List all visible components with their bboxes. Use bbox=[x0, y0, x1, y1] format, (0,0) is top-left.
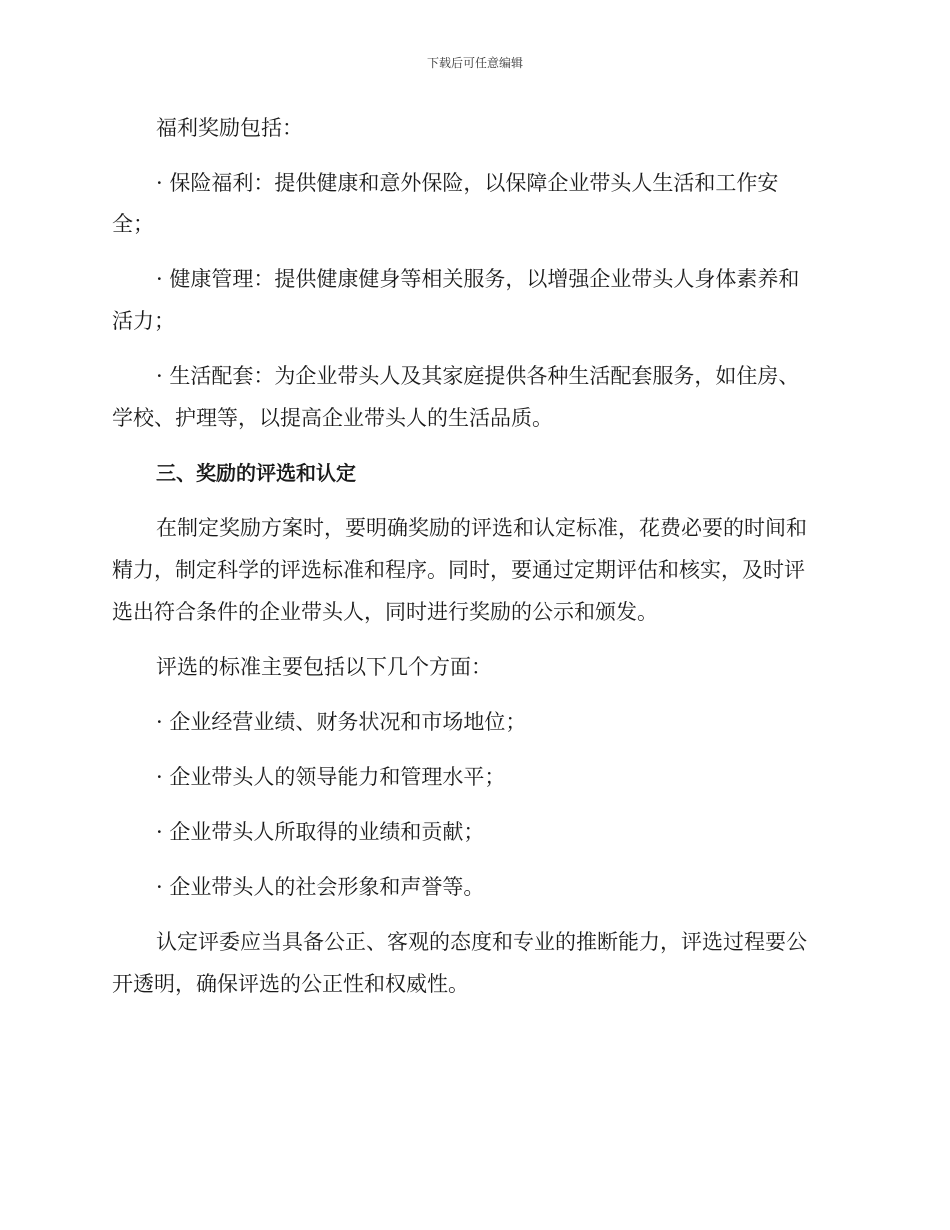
criteria-item-4: · 企业带头人的社会形象和声誉等。 bbox=[156, 875, 485, 899]
criteria-intro: 评选的标准主要包括以下几个方面： bbox=[156, 655, 492, 679]
insurance-benefit-line-2: 全； bbox=[112, 212, 154, 236]
criteria-item-3: · 企业带头人所取得的业绩和贡献； bbox=[156, 820, 485, 844]
section-3-heading: 三、奖励的评选和认定 bbox=[156, 461, 356, 485]
paragraph-1-line-3: 选出符合条件的企业带头人，同时进行奖励的公示和颁发。 bbox=[112, 600, 658, 624]
health-management-line-2: 活力； bbox=[112, 309, 175, 333]
paragraph-1-line-1: 在制定奖励方案时，要明确奖励的评选和认定标准，花费必要的时间和 bbox=[156, 516, 807, 540]
welfare-intro: 福利奖励包括： bbox=[156, 116, 303, 140]
criteria-item-2: · 企业带头人的领导能力和管理水平； bbox=[156, 765, 506, 789]
living-support-line-2: 学校、护理等，以提高企业带头人的生活品质。 bbox=[112, 406, 553, 430]
paragraph-2-line-2: 开透明，确保评选的公正性和权威性。 bbox=[112, 972, 469, 996]
paragraph-2-line-1: 认定评委应当具备公正、客观的态度和专业的推断能力，评选过程要公 bbox=[156, 930, 807, 954]
living-support-line-1: · 生活配套：为企业带头人及其家庭提供各种生活配套服务，如住房、 bbox=[156, 364, 800, 388]
criteria-item-1: · 企业经营业绩、财务状况和市场地位； bbox=[156, 710, 527, 734]
health-management-line-1: · 健康管理：提供健康健身等相关服务，以增强企业带头人身体素养和 bbox=[156, 267, 800, 291]
paragraph-1-line-2: 精力，制定科学的评选标准和程序。同时，要通过定期评估和核实，及时评 bbox=[112, 558, 805, 582]
header-note: 下载后可任意编辑 bbox=[426, 56, 523, 70]
insurance-benefit-line-1: · 保险福利：提供健康和意外保险，以保障企业带头人生活和工作安 bbox=[156, 171, 779, 195]
